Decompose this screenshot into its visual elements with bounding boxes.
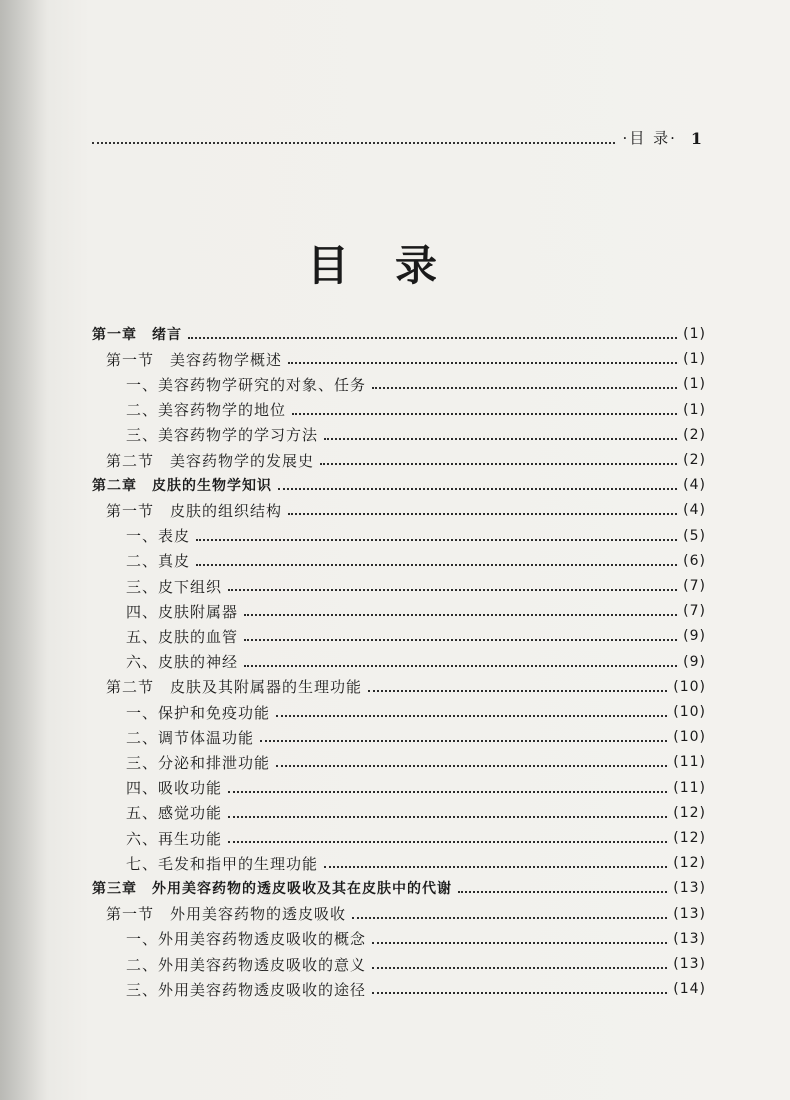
dot-leader: [260, 740, 667, 742]
toc-entry-title: 四、吸收功能: [126, 779, 223, 798]
toc-entry-item: [126, 851, 706, 875]
toc-entry-page: (14): [673, 981, 706, 998]
toc-entry-page: (2): [683, 426, 706, 443]
toc-entry-item: [126, 952, 706, 976]
dot-leader: [288, 362, 677, 364]
toc-entry-chapter: [92, 322, 706, 346]
toc-entry-title: 第一节 外用美容药物的透皮吸收: [106, 905, 347, 924]
toc-entry-page: (7): [683, 578, 706, 594]
dot-leader: [188, 337, 677, 339]
toc-entry-item: [126, 776, 706, 800]
toc-entry-chapter: [92, 876, 706, 900]
toc-entry-item: [126, 650, 706, 674]
toc-entry-page: (9): [683, 653, 706, 670]
running-head-leader: [92, 142, 615, 144]
running-head-label: ·目 录·: [622, 129, 677, 147]
dot-leader: [352, 917, 667, 919]
toc-entry-title: 一、保护和免疫功能: [126, 703, 271, 722]
toc-entry-item: [126, 398, 706, 422]
dot-leader: [228, 791, 667, 793]
toc-entry-item: [126, 524, 706, 548]
dot-leader: [278, 488, 677, 490]
toc-entry-page: (10): [673, 704, 706, 720]
toc-entry-page: (12): [673, 804, 706, 821]
toc-entry-item: [126, 826, 706, 850]
toc-entry-page: (4): [683, 477, 706, 494]
toc-entry-title: 一、外用美容药物透皮吸收的概念: [126, 930, 367, 949]
dot-leader: [196, 564, 677, 566]
toc-entry-page: (1): [683, 351, 706, 368]
dot-leader: [324, 866, 667, 868]
toc-entry-title: 第二章 皮肤的生物学知识: [92, 478, 272, 495]
toc-entry-page: (12): [673, 855, 706, 872]
toc-entry-title: 三、皮下组织: [126, 577, 223, 596]
toc-entry-page: (10): [673, 729, 706, 746]
toc-entry-section: [106, 498, 706, 522]
toc-entry-page: (13): [673, 956, 706, 972]
toc-entry-page: (12): [673, 830, 706, 846]
toc-entry-page: (2): [683, 452, 706, 468]
toc-entry-section: [106, 902, 706, 926]
toc-entry-title: 二、美容药物学的地位: [126, 401, 287, 420]
toc-entry-section: [106, 347, 706, 371]
toc-entry-title: 五、感觉功能: [126, 804, 223, 823]
toc-entry-title: 三、分泌和排泄功能: [126, 753, 271, 772]
toc-entry-item: [126, 750, 706, 774]
dot-leader: [228, 816, 667, 818]
toc-entry-title: 七、毛发和指甲的生理功能: [126, 854, 319, 873]
dot-leader: [244, 665, 677, 667]
toc-entry-item: [126, 599, 706, 623]
toc-entry-title: 三、外用美容药物透皮吸收的途径: [126, 980, 367, 999]
toc-entry-page: (10): [673, 678, 706, 695]
toc-entry-page: (13): [673, 905, 706, 922]
toc-entry-page: (9): [683, 628, 706, 645]
toc-entry-title: 六、皮肤的神经: [126, 653, 239, 672]
dot-leader: [324, 438, 677, 440]
toc-entry-page: (11): [673, 754, 706, 771]
toc-entry-item: [126, 801, 706, 825]
toc-entry-page: (13): [673, 880, 706, 897]
dot-leader: [276, 715, 667, 717]
toc-entry-page: (4): [683, 502, 706, 519]
dot-leader: [228, 589, 677, 591]
toc-entry-page: (6): [683, 552, 706, 569]
toc-entry-title: 四、皮肤附属器: [126, 602, 239, 621]
dot-leader: [372, 992, 667, 994]
toc-entry-item: [126, 624, 706, 648]
toc-entry-title: 第二节 皮肤及其附属器的生理功能: [106, 678, 363, 697]
toc-entry-section: [106, 448, 706, 472]
toc-entry-title: 二、调节体温功能: [126, 728, 255, 747]
toc-entry-page: (13): [673, 930, 706, 947]
dot-leader: [372, 387, 677, 389]
toc-entry-title: 二、真皮: [126, 552, 191, 571]
toc-entry-item: [126, 977, 706, 1001]
toc-entry-title: 第一节 美容药物学概述: [106, 350, 283, 369]
toc-entry-item: [126, 423, 706, 447]
toc-entry-item: [126, 725, 706, 749]
toc-entry-item: [126, 927, 706, 951]
toc-entry-item: [126, 700, 706, 724]
dot-leader: [368, 690, 667, 692]
dot-leader: [228, 841, 667, 843]
toc-entry-title: 第一章 绪言: [92, 327, 182, 343]
toc-entry-page: (7): [683, 603, 706, 620]
dot-leader: [372, 967, 667, 969]
dot-leader: [292, 413, 677, 415]
dot-leader: [196, 539, 677, 541]
running-head: [92, 128, 702, 148]
toc-entry-page: (1): [683, 326, 706, 342]
dot-leader: [320, 463, 677, 465]
toc-entry-item: [126, 372, 706, 396]
dot-leader: [372, 942, 667, 944]
toc-entry-title: 第三章 外用美容药物的透皮吸收及其在皮肤中的代谢: [92, 881, 452, 898]
toc-entry-title: 一、美容药物学研究的对象、任务: [126, 375, 367, 394]
toc-entry-item: [126, 574, 706, 598]
page-title: 目录: [306, 241, 483, 290]
toc-entry-item: [126, 549, 706, 573]
toc-entry-page: (1): [683, 376, 706, 393]
dot-leader: [458, 891, 667, 893]
toc-entry-title: 三、美容药物学的学习方法: [126, 426, 319, 445]
toc-entry-title: 六、再生功能: [126, 829, 223, 848]
dot-leader: [288, 513, 677, 515]
toc-entry-title: 五、皮肤的血管: [126, 627, 239, 646]
binding-shadow: [0, 0, 48, 1100]
toc-entry-title: 第二节 美容药物学的发展史: [106, 451, 315, 470]
toc-entry-page: (1): [683, 401, 706, 418]
dot-leader: [276, 765, 667, 767]
page-number: 1: [690, 129, 702, 148]
toc-entry-title: 二、外用美容药物透皮吸收的意义: [126, 955, 367, 974]
toc-entry-title: 一、表皮: [126, 527, 191, 546]
toc-entry-section: [106, 675, 706, 699]
dot-leader: [244, 614, 677, 616]
toc-entry-title: 第一节 皮肤的组织结构: [106, 501, 283, 520]
dot-leader: [244, 639, 677, 641]
toc-entry-page: (5): [683, 527, 706, 544]
toc-entry-chapter: [92, 473, 706, 497]
toc-entry-page: (11): [673, 779, 706, 796]
